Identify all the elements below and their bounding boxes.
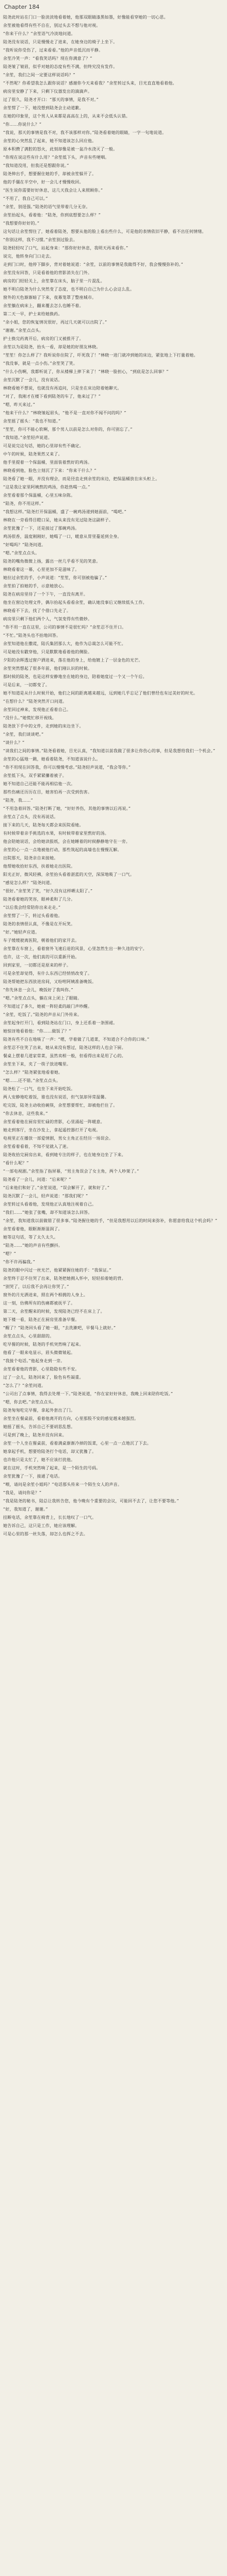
paragraph: 电视里正在播放一部爱情剧，男女主角正在经历一场误会。 xyxy=(3,1136,113,1141)
paragraph: 余笙的心猛地一跳，她看着陆尧，不知道该说什么。 xyxy=(3,757,101,761)
paragraph: 在她的印象里，这个男人从来都是高高在上的，从来不会低头认错。 xyxy=(3,114,130,118)
paragraph: “谈什么？” xyxy=(3,740,25,745)
paragraph: “你现在说这些有什么用？”余笙低下头，声音有些哽咽。 xyxy=(3,155,109,160)
paragraph: 余笙看着看着，不知不觉就入了迷。 xyxy=(3,1144,71,1149)
paragraph: 余笙知道他在撒谎，陆氏集团那么大，他作为总裁怎么可能不忙。 xyxy=(3,641,126,646)
paragraph: “好，我知道了，谢谢。” xyxy=(3,1507,48,1512)
paragraph: 可是后来，一切都变了。 xyxy=(3,683,50,687)
paragraph: 这句话让余笙愣住了，她看着陆尧，想要从他的脸上看出些什么，可是他的表情依旧平静，看不出任何情绪。 xyxy=(3,229,206,234)
paragraph: 她下楼一看，陆尧正在厨房里准备早餐。 xyxy=(3,1317,79,1322)
paragraph: “余笙，我知道我以前做错了很多事。”陆尧握住她的手，“但是我想用以后的时间来弥补，你愿意给我这个机会吗？” xyxy=(3,1218,218,1223)
paragraph: 余笙突然想起了很多年前，他们刚认识的时候。 xyxy=(3,666,92,671)
paragraph: “醒了？”陆尧回头看了她一眼，“去洗漱吧，早餐马上就好。” xyxy=(3,1326,116,1330)
paragraph: 夕阳的余晖透过窗户洒进来，落在他的身上，给他镀上了一层金色的光芒。 xyxy=(3,658,143,663)
paragraph: “余笙，吃饭了。”陆尧的声音从门外传来。 xyxy=(3,1012,82,1017)
paragraph: “后来他们和好了。”余笙说道，“误会解开了，就和好了。” xyxy=(3,1185,110,1190)
chapter-body xyxy=(3,13,224,2576)
paragraph: 余笙点点头，心里甜甜的。 xyxy=(3,1334,54,1338)
paragraph: 林晓看着这一幕，心里更加不是滋味了。 xyxy=(3,567,79,572)
paragraph: 陆尧看了她一眼，并没有理会，而是径直走到余笙的床边，把保温桶放在床头柜上。 xyxy=(3,477,160,481)
paragraph: 余笙拍了拍她的手，示意她放心。 xyxy=(3,584,67,588)
paragraph: 陆尧皱了皱眉，似乎对她的态度有些不满，但终究没有发作。 xyxy=(3,64,118,69)
paragraph: “余笙，别逞强。”陆尧的语气里带着几分无奈。 xyxy=(3,205,90,209)
paragraph: 余笙躺在病床上，翻来覆去怎么也睡不着。 xyxy=(3,303,84,308)
paragraph: “很好。”余笙笑了笑，“好久没有这样晒太阳了。” xyxy=(3,889,93,893)
paragraph: 余笙被他看得有些不自在，别过头去不想与他对视。 xyxy=(3,23,101,28)
paragraph: 两人安静地吃着饭，谁也没有说话，但气氛却异常温馨。 xyxy=(3,1095,109,1099)
paragraph: 陆尧看了一会儿，问道：“后来呢？” xyxy=(3,1177,71,1182)
paragraph: 那些伤痛还历历在目，她害怕再一次受到伤害。 xyxy=(3,790,92,794)
paragraph: 阳光正好，微风轻拂，余笙抬头看着湛蓝的天空，深深地吸了一口气。 xyxy=(3,872,135,877)
paragraph: 她告诉自己，这只是工作，她应该理解。 xyxy=(3,1523,79,1528)
paragraph: 她惊讶地看着他：“你……做饭了？” xyxy=(3,1029,71,1033)
paragraph: “嗯……还不错。”余笙点点头。 xyxy=(3,1078,61,1083)
paragraph: 陆尧在病房里待了一个下午，一直没有离开。 xyxy=(3,592,88,597)
paragraph: 陆尧沉默了一会儿，轻声说道：“那我们呢？” xyxy=(3,1194,88,1198)
paragraph: “我是，请问你是？” xyxy=(3,1490,42,1495)
paragraph: 余笙犹豫了一下，接通了电话。 xyxy=(3,1474,62,1479)
paragraph: 不知道过了多久，她被一阵轻柔的敲门声吵醒。 xyxy=(3,1004,92,1009)
paragraph: “你来干什么？”余笙语气冷淡地问道。 xyxy=(3,31,75,36)
paragraph: 他帮她收拾好东西，扶着她走出医院。 xyxy=(3,864,75,869)
paragraph: “你去休息，这些我来。” xyxy=(3,1111,48,1116)
paragraph: 他看了一眼来电显示，眉头微微皱起。 xyxy=(3,1350,75,1355)
paragraph: “我说，那天的事情是我不对，我不该那样对你。”陆尧看着她的眼睛，一字一句地说道。 xyxy=(3,130,167,135)
paragraph: 林晓看不下去，找了个借口先走了。 xyxy=(3,608,71,613)
paragraph: “看什么呢？” xyxy=(3,1161,29,1165)
paragraph: 那时候的陆尧，也是这样安静地坐在她的身边，陪着她度过一个又一个午后。 xyxy=(3,674,147,679)
paragraph: 陆尧看着她的笑容，眼神柔和了几分。 xyxy=(3,897,75,902)
paragraph: 陆尧有些不自在地咳了一声：“嗯，学着做了几道菜，不知道合不合你的口味。” xyxy=(3,1037,150,1042)
paragraph: “好喝吗？”陆尧问道。 xyxy=(3,543,46,547)
paragraph: 吃早餐的时候，陆尧的手机突然响了起来。 xyxy=(3,1342,84,1347)
paragraph: “我是陆尧的秘书，陆总让我转告您，他今晚有个重要的会议，可能回不去了，让您不要等他。” xyxy=(3,1499,179,1503)
paragraph: “陆尧，你不用这样。” xyxy=(3,501,44,506)
paragraph: 林晓在一旁看得目瞪口呆，她从来没有见过陆尧这副样子。 xyxy=(3,518,113,522)
paragraph: 余笙的心一点一点地被他打动，那些筑起的高墙也在慢慢瓦解。 xyxy=(3,848,122,852)
paragraph: 说完，他转身向门口走去。 xyxy=(3,254,54,259)
paragraph: 病房的门轻轻关上，余笙靠在床头，脑子里一片混乱。 xyxy=(3,279,105,283)
paragraph: “不然呢？你希望我怎么跟你说话？感谢你今天来看我？”余笙转过头来，目光直直地看着他。 xyxy=(3,81,177,86)
paragraph: 陆尧的眼中闪过一丝光芒，他紧紧握住她的手：“我保证。” xyxy=(3,1268,111,1273)
paragraph: “一部电视剧。”余笙指了指屏幕，“男主角误会了女主角，两个人吵架了。” xyxy=(3,1169,139,1174)
paragraph: “别哭了，以后我不会再让你哭了。” xyxy=(3,1284,69,1289)
paragraph: 余笙愣了一下，她没想到陆尧会主动道歉。 xyxy=(3,106,84,110)
paragraph: 陆尧匆匆吃完早餐，拿起外套出了门。 xyxy=(3,1408,75,1413)
paragraph: 余笙以为是陆尧，抬头一看，却是她的好朋友林晓。 xyxy=(3,345,101,349)
paragraph: 挂断电话，余笙靠在椅背上，长长地叹了一口气。 xyxy=(3,1515,96,1520)
paragraph: 余笙的心突然乱了起来，她不知道该怎么回应他。 xyxy=(3,139,96,143)
paragraph: “你不用一直在这里，公司的事情不是很忙吗？”余笙忍不住开口。 xyxy=(3,625,126,630)
paragraph: 余笙转过头看着他，发现他正认真地注视着自己。 xyxy=(3,1202,96,1207)
paragraph: 余笙回过神来，发现他正看着自己。 xyxy=(3,707,71,712)
paragraph: 过了一会儿，陆尧回来了，脸色有些凝重。 xyxy=(3,1375,84,1380)
paragraph: 余笙看着那个保温桶，心里五味杂陈。 xyxy=(3,493,75,498)
paragraph: 余笙摇了摇头：“我也不知道。” xyxy=(3,419,61,423)
paragraph: “我想要你好好的。” xyxy=(3,221,40,226)
paragraph: 他坐在窗边处理文件，偶尔抬起头看看余笙，确认她没事后又继续低头工作。 xyxy=(3,600,147,605)
paragraph: “陆尧……”她的声音有些颤抖。 xyxy=(3,1243,63,1248)
paragraph: “我知道没用，但我还是想跟你说。” xyxy=(3,163,69,168)
paragraph: “你不许再骗我。” xyxy=(3,1260,36,1264)
paragraph: 有时候带着亲手挑选的水果，有时候带着家里熬好的汤。 xyxy=(3,831,109,836)
paragraph: 余笙坐下来，夹了一筷子放进嘴里。 xyxy=(3,1062,71,1066)
paragraph: 护士换完药离开后，病房的门又被推开了。 xyxy=(3,336,84,341)
paragraph: 窗外的月光洒进来，照在两个相拥的人身上。 xyxy=(3,1293,88,1297)
paragraph: “公司出了点事情，我得去处理一下。”陆尧说道，“你在家好好休息，我晚上回来陪你吃饭。” xyxy=(3,1392,173,1396)
paragraph: 回到家里，一切都还是原来的样子。 xyxy=(3,963,71,968)
paragraph: 陆尧松了一口气，也坐下来开始吃饭。 xyxy=(3,1087,75,1091)
paragraph: 陆尧收拾完厨房出来，看到她专注的样子，也在她身边坐了下来。 xyxy=(3,1153,126,1157)
paragraph: “嗯，你去吧。”余笙点点头。 xyxy=(3,1400,57,1404)
paragraph: 也许他只是太忙了，她不应该打扰他。 xyxy=(3,1458,75,1462)
paragraph: 她不知道自己还能不能再相信他一次。 xyxy=(3,782,75,786)
paragraph: “我们……”她张了张嘴，却不知道该怎么回答。 xyxy=(3,1210,92,1215)
paragraph: 余笙一个人坐在餐桌前，看着满桌渐渐冷掉的饭菜，心里一点一点地沉了下去。 xyxy=(3,1441,151,1446)
paragraph: “怎么了？”余笙问道。 xyxy=(3,1383,46,1388)
paragraph: “没什么。”她慌忙移开视线。 xyxy=(3,716,57,720)
paragraph: 陆尧的嘴角微微上扬，露出一丝几乎看不见的笑意。 xyxy=(3,559,101,564)
paragraph: “嗯。”余笙点点头。 xyxy=(3,551,40,555)
paragraph: 余笙忍不住笑了出来，她从来没有想过，陆尧这样的人也会下厨。 xyxy=(3,1045,126,1050)
paragraph: “怎么样？”陆尧紧张地看着她。 xyxy=(3,1070,63,1075)
paragraph: 出院那天，陆尧亲自来接她。 xyxy=(3,856,58,860)
paragraph: “我接个电话。”他起身走到一旁。 xyxy=(3,1359,65,1363)
paragraph: “嗯，昨天来过。” xyxy=(3,402,36,407)
paragraph: 余笙看着他，眼眶渐渐湿润了。 xyxy=(3,1227,62,1231)
paragraph: 可是心里的那一丝失落，却怎么也挥之不去。 xyxy=(3,1532,88,1536)
paragraph: 她不知道是从什么时候开始，他们之间的距离越来越远，远到她几乎忘记了他们曾经也有过美好的时光。 xyxy=(3,691,198,696)
paragraph: “感觉怎么样？”陆尧问道。 xyxy=(3,880,54,885)
paragraph: “笙笙！你怎么样了？我听说你住院了，吓死我了！”林晓一进门就冲到她的床边，紧张地上下打量着她。 xyxy=(3,353,198,358)
paragraph: “你先休息一会儿，晚饭好了我叫你。” xyxy=(3,988,73,992)
paragraph: 陆尧没有说话，只是慢慢走了进来，在她身边的椅子上坐下。 xyxy=(3,40,118,44)
paragraph: “不用了，我自己可以。” xyxy=(3,196,48,201)
paragraph: “在想什么？”陆尧突然开口问道。 xyxy=(3,699,67,704)
chapter-title: Chapter 184 xyxy=(4,4,40,10)
paragraph: “我想这样。”陆尧打开保温桶，盛了一碗鸡汤递到她面前，“喝吧。” xyxy=(3,510,126,514)
paragraph: 鸡汤很香，温度刚刚好，她喝了一口，暖意从胃里蔓延到全身。 xyxy=(3,534,122,539)
paragraph: 陆尧的表情很认真，不像是在开玩笑。 xyxy=(3,922,75,926)
paragraph: 余笙沉默了一会儿，没有说话。 xyxy=(3,378,62,382)
paragraph: “你别这样，我不习惯。”余笙别过脸去。 xyxy=(3,238,78,242)
paragraph: 余笙没有回答，只是看着他的背影消失在门外。 xyxy=(3,270,92,275)
paragraph: 他手里提着一个保温桶，里面装着熬好的鸡汤。 xyxy=(3,460,92,465)
paragraph: 病房里安静了下来，只剩下仪器发出的滴滴声。 xyxy=(3,89,92,94)
paragraph: “我知道。”余笙轻声说道。 xyxy=(3,435,52,440)
paragraph: 她摇了摇头，告诉自己不要胡思乱想。 xyxy=(3,1425,75,1429)
paragraph: “不用急着回答。”陆尧打断了她，“好好养伤，其他的事情以后再说。” xyxy=(3,806,131,811)
paragraph: “余笙，我们之间一定要这样说话吗？” xyxy=(3,73,75,77)
paragraph: “以后我会经常陪你出来走走。” xyxy=(3,905,61,910)
paragraph: “我听说你受伤了，过来看看。”他的声音低沉而平静。 xyxy=(3,48,103,53)
paragraph: 这一刻，仿佛所有的伤痛都被抚平了。 xyxy=(3,1301,75,1306)
paragraph: 她拉过余笙的手，小声说道：“笙笙，你可别被他骗了。” xyxy=(3,575,107,580)
paragraph: 接下来的几天，陆尧每天都会来医院看她。 xyxy=(3,823,84,827)
paragraph: 可是说完这句话，她的心里却有些不确定。 xyxy=(3,444,84,448)
paragraph: 病房里只剩下他们两个人，气氛变得有些微妙。 xyxy=(3,617,92,621)
paragraph: 他会陪她说话，会给她读报纸，会在她睡着的时候静静地守在一旁。 xyxy=(3,839,130,844)
paragraph: “不忙。”陆尧头也不抬地回答。 xyxy=(3,633,61,638)
paragraph: 她走到客厅，坐在沙发上，拿起遥控器打开了电视。 xyxy=(3,1128,101,1132)
paragraph: “他来干什么？”林晓皱起眉头，“他不是一直对你不闻不问的吗？” xyxy=(3,411,126,415)
paragraph: 余笙看着他的背影，心里隐隐有些不安。 xyxy=(3,1367,79,1371)
paragraph: 她等这句话，等了太久太久。 xyxy=(3,1235,58,1240)
paragraph: “笙笙，你可不能心软啊，那个男人以前是怎么对你的，你可别忘了。” xyxy=(3,427,133,432)
paragraph: 她不明白陆尧为什么突然变了态度，也不明白自己为什么心会这么乱。 xyxy=(3,287,135,292)
paragraph: 第二天一早，护士来给她换药。 xyxy=(3,312,62,316)
paragraph: 她拿起手机，想要给陆尧打个电话，却又犹豫了。 xyxy=(3,1449,96,1454)
paragraph: “你……你说什么？” xyxy=(3,122,42,127)
paragraph: “好。”她轻声应道。 xyxy=(3,930,40,935)
paragraph: 余笙起身打开门，看到陆尧站在门口，身上还系着一条围裙。 xyxy=(3,1021,118,1025)
paragraph: 第二天，余笙醒来的时候，发现陆尧已经不在床上了。 xyxy=(3,1309,105,1314)
paragraph: 陆尧轻轻叹了口气，站起身来：“那你好好休息，我明天再来看你。” xyxy=(3,246,128,250)
paragraph: 林晓看到他，脸色立刻沉了下来：“你来干什么？” xyxy=(3,468,96,473)
paragraph: 余笙靠在车窗上，看着窗外飞速后退的风景，心里忽然生出一种久违的安宁。 xyxy=(3,946,147,951)
paragraph: 余笙低下头，双手紧紧攥着被子。 xyxy=(3,773,67,778)
paragraph: 陆尧帮她把东西放进房间，又吩咐阿姨准备晚饭。 xyxy=(3,979,96,984)
paragraph: 也许，这一次，他们真的可以重新开始。 xyxy=(3,955,79,959)
paragraph: 窗外的天色渐渐暗了下来，夜幕笼罩了整座城市。 xyxy=(3,295,96,300)
paragraph: 余笙看着他在厨房里忙碌的背影，心里涌起一阵暖意。 xyxy=(3,1120,105,1124)
paragraph: “余小姐，您的恢复情况很好，再过几天就可以出院了。” xyxy=(3,320,107,325)
paragraph: 可是余笙却觉得，有什么东西已经悄悄改变了。 xyxy=(3,971,92,976)
paragraph: 吃完饭，陆尧主动收拾碗筷，余笙想要帮忙，却被他拦住了。 xyxy=(3,1103,118,1108)
paragraph: “嗯。”余笙点点头，躺在床上闭上了眼睛。 xyxy=(3,996,82,1001)
paragraph: “余笙，我们谈谈吧。” xyxy=(3,732,44,737)
paragraph: 走到门口时，他停下脚步，背对着她说道：“余笙，以前的事情是我做得不好，我会慢慢弥补的。” xyxy=(3,262,184,267)
paragraph: 余笙终于忍不住哭了出来，陆尧把她拥入怀中，轻轻拍着她的背。 xyxy=(3,1276,126,1281)
paragraph: “谢谢。”余笙点点头。 xyxy=(3,328,44,333)
paragraph: “什么小伤啊，我都听说了，你从楼梯上摔下来了！”林晓一脸担心，“到底是怎么回事？” xyxy=(3,369,169,374)
paragraph: “这是我让家里阿姨熬的鸡汤，你趁热喝一点。” xyxy=(3,485,90,489)
paragraph: 陆尧此时站在门口一脸淡淡地看着她，他那双眼睛漆黑如墨，好像能看穿她的一切心思。 xyxy=(3,15,168,20)
paragraph: 林晓看她不想说，也就没有再追问，只是坐在床边陪着她聊天。 xyxy=(3,386,122,391)
paragraph: “对了，我刚才在楼下看到陆尧的车了，他来过了？” xyxy=(3,394,101,399)
paragraph: 就在这时，手机突然响了起来，是一个陌生的号码。 xyxy=(3,1466,101,1470)
paragraph: 可是到了晚上，陆尧并没有回来。 xyxy=(3,1433,67,1437)
paragraph: 余笙愣了一下，转过头看着他。 xyxy=(3,913,62,918)
paragraph: 余笙冷笑一声：“看我笑话吗？现在你满意了？” xyxy=(3,56,92,61)
paragraph: 中午的时候，陆尧果然又来了。 xyxy=(3,452,62,456)
paragraph: 陆尧伸出手，想要握住她的手，却被余笙躲开了。 xyxy=(3,172,96,176)
paragraph: 余笙犹豫了一下，还是接过了那碗鸡汤。 xyxy=(3,526,79,531)
paragraph: 原本积攒了满腔的怒火，此刻却像是被一盆冷水浇灭了一般。 xyxy=(3,147,118,151)
paragraph: 余笙坐在餐桌前，看着他离开的方向，心里那股不安的感觉越来越强烈。 xyxy=(3,1416,139,1421)
paragraph: 他的手僵在半空中，好一会儿才慢慢收回。 xyxy=(3,180,84,184)
paragraph: 过了很久，陆尧才开口：“那天的事情，是我不对。” xyxy=(3,97,99,102)
paragraph: “我没事，就是一点小伤。”余笙笑了笑。 xyxy=(3,361,78,366)
paragraph: “你不用现在回答我，你可以慢慢考虑。”陆尧轻声说道，“我会等你。” xyxy=(3,765,131,770)
paragraph: 可是她没有戳穿他，只是默默地看着他的侧脸。 xyxy=(3,650,92,654)
paragraph: 车子缓缓驶离医院，朝着他们的家开去。 xyxy=(3,938,79,943)
paragraph: 陆尧放下手中的文件，走到她的床边坐下。 xyxy=(3,724,84,728)
paragraph: 餐桌上摆着几道家常菜，虽然卖相一般，但看得出来是用了心的。 xyxy=(3,1054,126,1058)
paragraph: “陆尧，我……” xyxy=(3,798,33,803)
paragraph: “嗯？” xyxy=(3,1251,17,1256)
paragraph: “喂，请问是余笙小姐吗？”电话那头传来一个陌生女人的声音。 xyxy=(3,1482,122,1487)
paragraph: 余笙抬起头，看着他：“陆尧，你到底想要怎么样？” xyxy=(3,213,101,217)
paragraph: “谈我们之间的事情。”陆尧看着她，目光认真，“我知道以前我做了很多让你伤心的事，但是我想给我们一个机会。” xyxy=(3,749,216,753)
paragraph: 余笙点了点头，没有再说话。 xyxy=(3,815,58,819)
paragraph: “医生说你需要好好休息，这几天我会让人来照顾你。” xyxy=(3,188,103,193)
